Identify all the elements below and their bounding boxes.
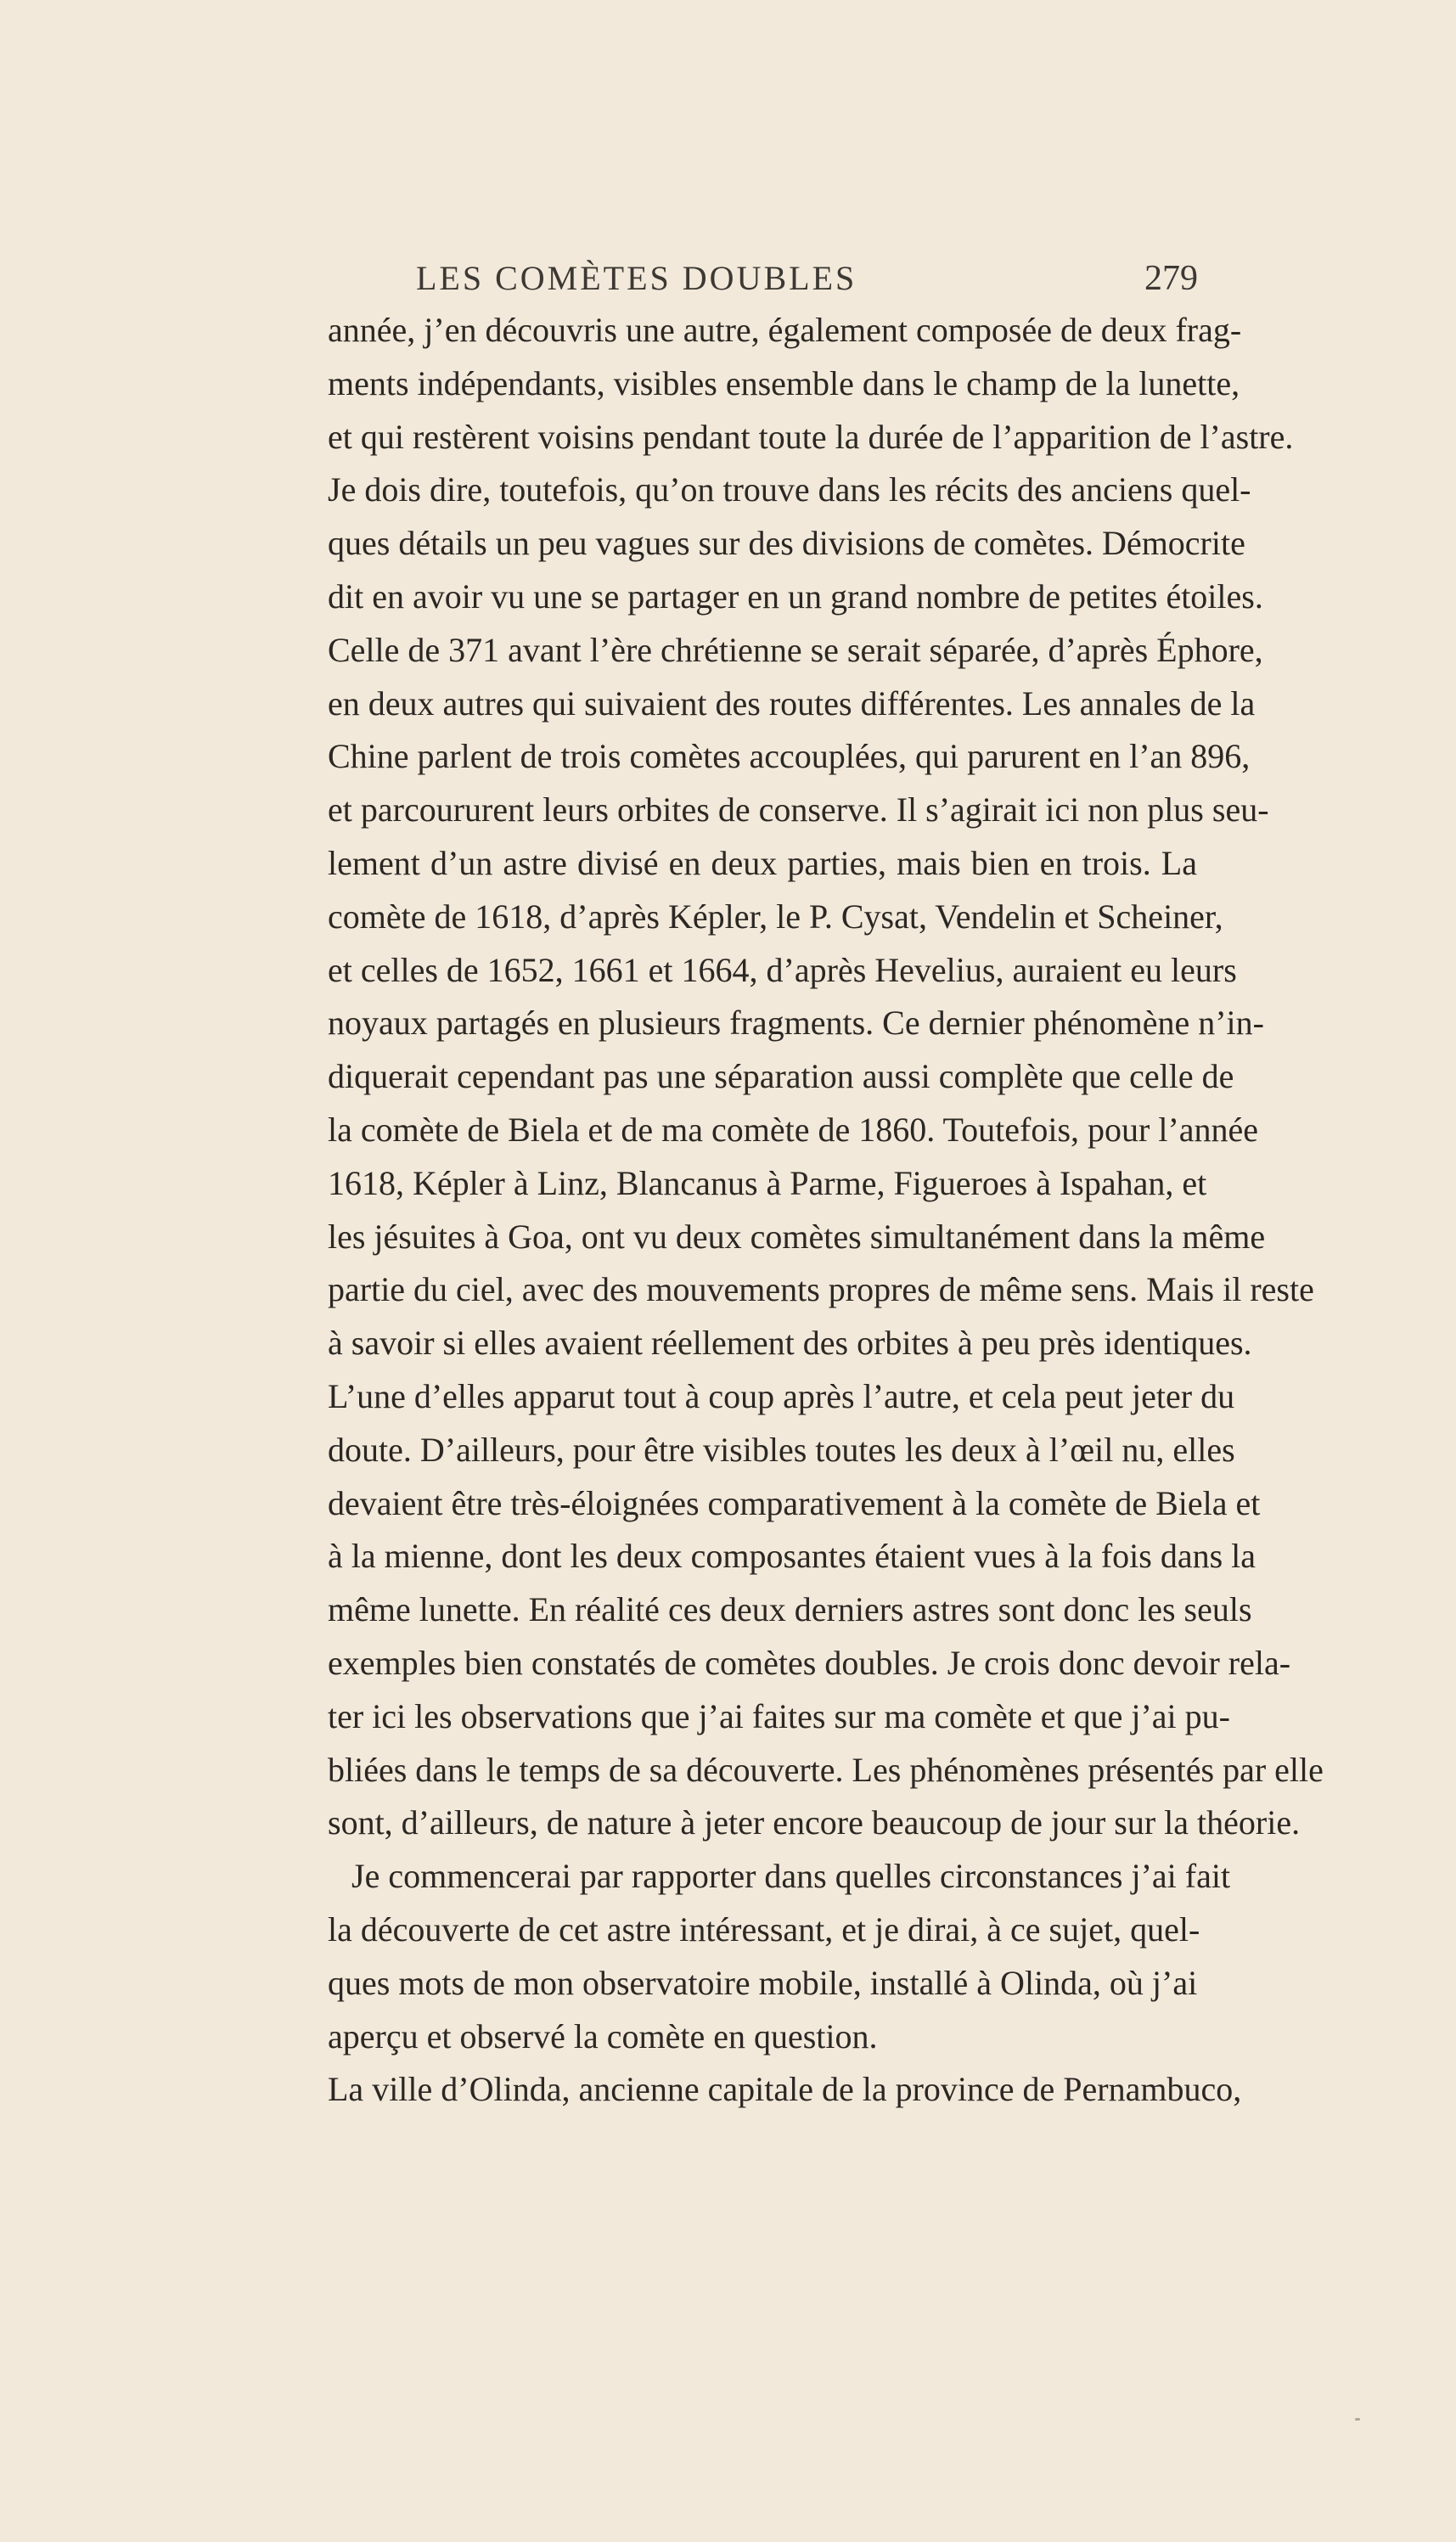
paper-speck bbox=[1355, 2418, 1360, 2421]
text-line: à la mienne, dont les deux composantes étaient vues à la fois dans la bbox=[328, 1537, 1256, 1576]
text-line: ments indépendants, visibles ensemble dans le champ de la lunette, bbox=[328, 363, 1240, 402]
text-line: en deux autres qui suivaient des routes différentes. Les annales de la bbox=[328, 683, 1256, 723]
text-line: L’une d’elles apparut tout à coup après l’autre, et cela peut jeter du bbox=[328, 1376, 1235, 1415]
text-line: comète de 1618, d’après Képler, le P. Cysat, Vendelin et Scheiner, bbox=[328, 897, 1223, 936]
page-number: 279 bbox=[1144, 259, 1198, 298]
text-line: noyaux partagés en plusieurs fragments. Ce dernier phénomène n’in- bbox=[328, 1004, 1264, 1043]
text-line: dit en avoir vu une se partager en un grand nombre de petites étoiles. bbox=[328, 576, 1263, 616]
text-line: 1618, Képler à Linz, Blancanus à Parme, Figueroes à Ispahan, et bbox=[328, 1163, 1207, 1202]
text-line: doute. D’ailleurs, pour être visibles toutes les deux à l’œil nu, elles bbox=[328, 1430, 1235, 1469]
text-line: partie du ciel, avec des mouvements propres de même sens. Mais il reste bbox=[328, 1270, 1314, 1309]
text-line: ter ici les observations que j’ai faites sur ma comète et que j’ai pu- bbox=[328, 1696, 1230, 1735]
text-line: bliées dans le temps de sa découverte. Les phénomènes présentés par elle bbox=[328, 1750, 1324, 1789]
text-line: la comète de Biela et de ma comète de 1860. Toutefois, pour l’année bbox=[328, 1110, 1259, 1149]
text-line: ques détails un peu vagues sur des divisions de comètes. Démocrite bbox=[328, 524, 1245, 563]
text-line: les jésuites à Goa, ont vu deux comètes simultanément dans la même bbox=[328, 1217, 1266, 1256]
text-line: et qui restèrent voisins pendant toute la durée de l’apparition de l’astre. bbox=[328, 417, 1294, 456]
text-line: et parcoururent leurs orbites de conserve. Il s’agirait ici non plus seu- bbox=[328, 790, 1269, 830]
running-title: LES COMÈTES DOUBLES bbox=[416, 259, 857, 297]
text-line: à savoir si elles avaient réellement des orbites à peu près identiques. bbox=[328, 1324, 1252, 1363]
text-line: ques mots de mon observatoire mobile, installé à Olinda, où j’ai bbox=[328, 1963, 1198, 2002]
text-line: Je dois dire, toutefois, qu’on trouve dans les récits des anciens quel- bbox=[328, 470, 1251, 509]
text-line: et celles de 1652, 1661 et 1664, d’après Hevelius, auraient eu leurs bbox=[328, 950, 1237, 989]
text-line: diquerait cependant pas une séparation aussi complète que celle de bbox=[328, 1057, 1234, 1096]
text-line: aperçu et observé la comète en question. bbox=[328, 2016, 878, 2056]
running-head bbox=[0, 257, 1456, 300]
text-line: lement d’un astre divisé en deux parties, mais bien en trois. La bbox=[328, 843, 1197, 882]
text-line: la découverte de cet astre intéressant, et je dirai, à ce sujet, quel- bbox=[328, 1909, 1200, 1949]
text-line: Chine parlent de trois comètes accouplées, qui parurent en l’an 896, bbox=[328, 737, 1251, 776]
text-line: Je commencerai par rapporter dans quelles circonstances j’ai fait bbox=[351, 1857, 1231, 1896]
text-line: sont, d’ailleurs, de nature à jeter encore beaucoup de jour sur la théorie. bbox=[328, 1803, 1301, 1842]
text-line: année, j’en découvris une autre, également composée de deux frag- bbox=[328, 311, 1242, 349]
body-text bbox=[328, 304, 1324, 2117]
text-line: Celle de 371 avant l’ère chrétienne se serait séparée, d’après Éphore, bbox=[328, 630, 1263, 669]
text-line: même lunette. En réalité ces deux derniers astres sont donc les seuls bbox=[328, 1590, 1252, 1629]
text-line: La ville d’Olinda, ancienne capitale de la province de Pernambuco, bbox=[328, 2070, 1242, 2109]
text-line: devaient être très-éloignées comparativement à la comète de Biela et bbox=[328, 1483, 1261, 1522]
text-line: exemples bien constatés de comètes doubles. Je crois donc devoir rela- bbox=[328, 1643, 1291, 1682]
